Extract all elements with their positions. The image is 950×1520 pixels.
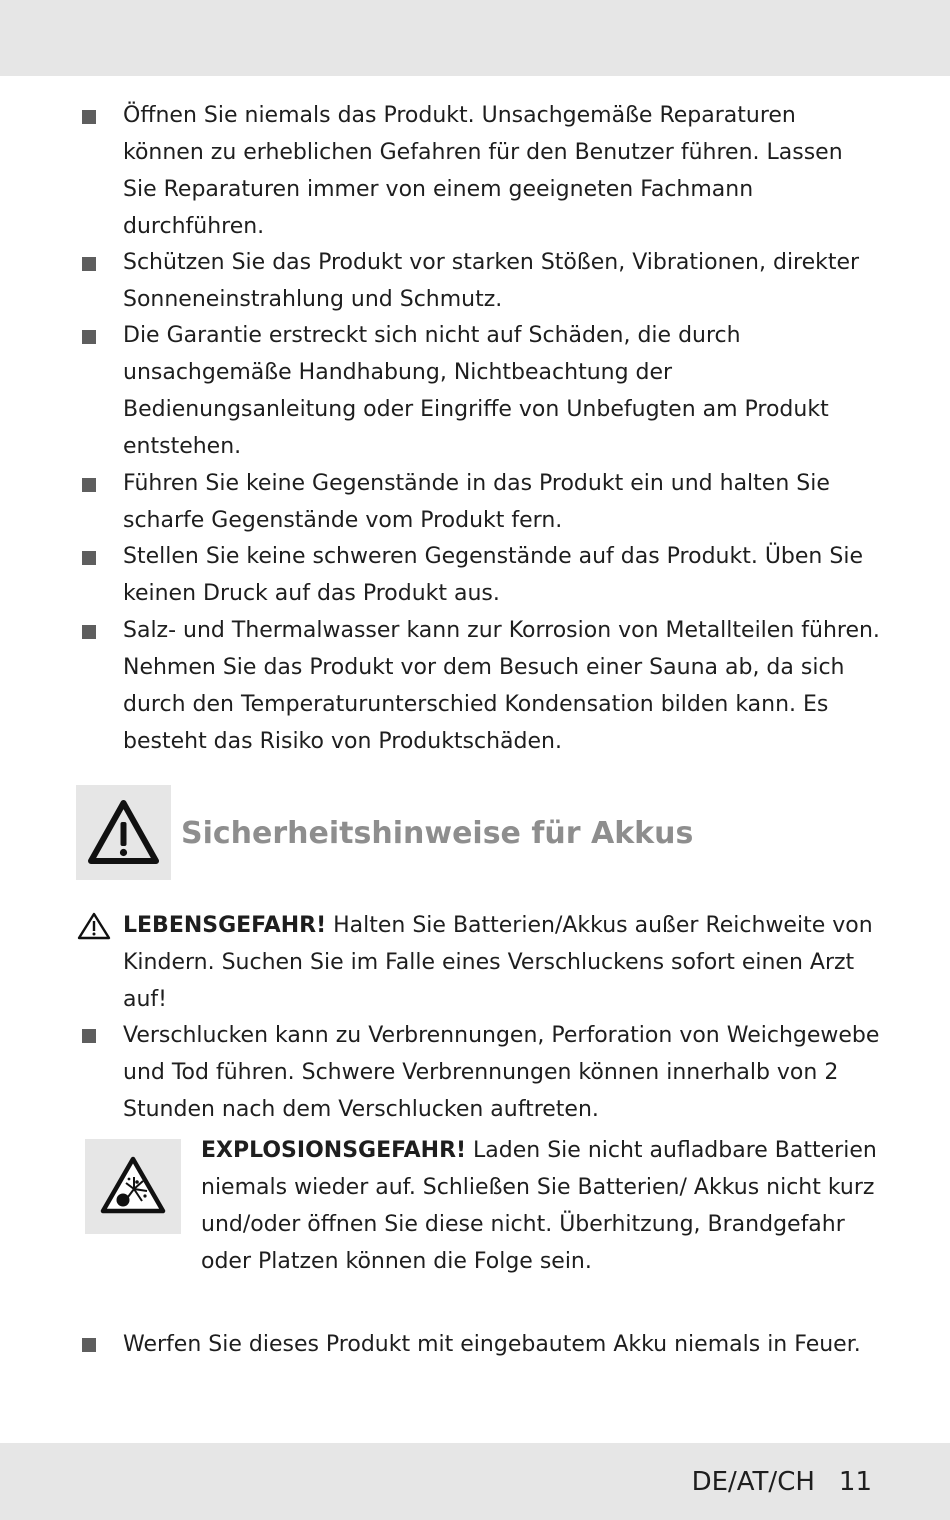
bullet-marker	[82, 551, 96, 565]
bullet-marker	[82, 110, 96, 124]
section-icon-box	[76, 785, 171, 880]
list-item: Öffnen Sie niemals das Produkt. Unsachgemäße Reparaturen können zu erheblichen Gefahren für den Benutzer führen. Lassen Sie Reparaturen immer von einem geeigneten Fachmann durchführen.	[123, 103, 843, 239]
list-item: Schützen Sie das Produkt vor starken Stößen, Vibrationen, direkter Sonneneinstrahlung und Schmutz.	[123, 250, 860, 312]
header-band	[0, 0, 950, 76]
warning-triangle-icon	[76, 785, 171, 880]
life-danger-label: LEBENSGEFAHR!	[123, 913, 327, 938]
footer	[692, 1466, 872, 1498]
list-item: Führen Sie keine Gegenstände in das Produkt ein und halten Sie scharfe Gegenstände vom Produkt fern.	[123, 471, 830, 533]
list-item: Werfen Sie dieses Produkt mit eingebautem Akku niemals in Feuer.	[123, 1332, 861, 1357]
list-item: Salz- und Thermalwasser kann zur Korrosion von Metallteilen führen. Nehmen Sie das Produkt vor dem Besuch einer Sauna ab, da sich durch den Temperaturunterschied Kondensation bilden kann. Es besteht das Risiko von Produktschäden.	[123, 618, 880, 754]
explosion-warning	[201, 1133, 881, 1281]
page-number: 11	[838, 1467, 872, 1497]
section-title: Sicherheitshinweise für Akkus	[181, 816, 694, 851]
bullet-marker	[82, 330, 96, 344]
bullet-marker	[82, 257, 96, 271]
explosion-label: EXPLOSIONSGEFAHR!	[201, 1138, 467, 1163]
list-item: Die Garantie erstreckt sich nicht auf Schäden, die durch unsachgemäße Handhabung, Nichtbeachtung der Bedienungsanleitung oder Eingriffe von Unbefugten am Produkt entstehen.	[123, 323, 829, 459]
explosion-icon-box	[85, 1139, 181, 1234]
life-danger-warning	[123, 908, 883, 1019]
bullet-marker	[82, 1338, 96, 1352]
footer-region: DE/AT/CH	[691, 1467, 815, 1497]
bullet-marker	[82, 478, 96, 492]
list-item: Verschlucken kann zu Verbrennungen, Perforation von Weichgewebe und Tod führen. Schwere Verbrennungen können innerhalb von 2 Stunden nach dem Verschlucken auftreten.	[123, 1023, 880, 1122]
explosion-text: Laden Sie nicht aufladbare Batterien niemals wieder auf. Schließen Sie Batterien/ Akkus nicht kurz und/oder öffnen Sie diese nicht. Überhitzung, Brandgefahr oder Platzen können die Folge sein.	[201, 1138, 877, 1274]
explosion-hazard-icon	[85, 1139, 181, 1234]
warning-triangle-icon	[77, 912, 111, 940]
life-danger-text: Halten Sie Batterien/Akkus außer Reichweite von Kindern. Suchen Sie im Falle eines Verschluckens sofort einen Arzt auf!	[123, 913, 873, 1012]
list-item: Stellen Sie keine schweren Gegenstände auf das Produkt. Üben Sie keinen Druck auf das Produkt aus.	[123, 544, 863, 606]
bullet-marker	[82, 1029, 96, 1043]
bullet-marker	[82, 625, 96, 639]
